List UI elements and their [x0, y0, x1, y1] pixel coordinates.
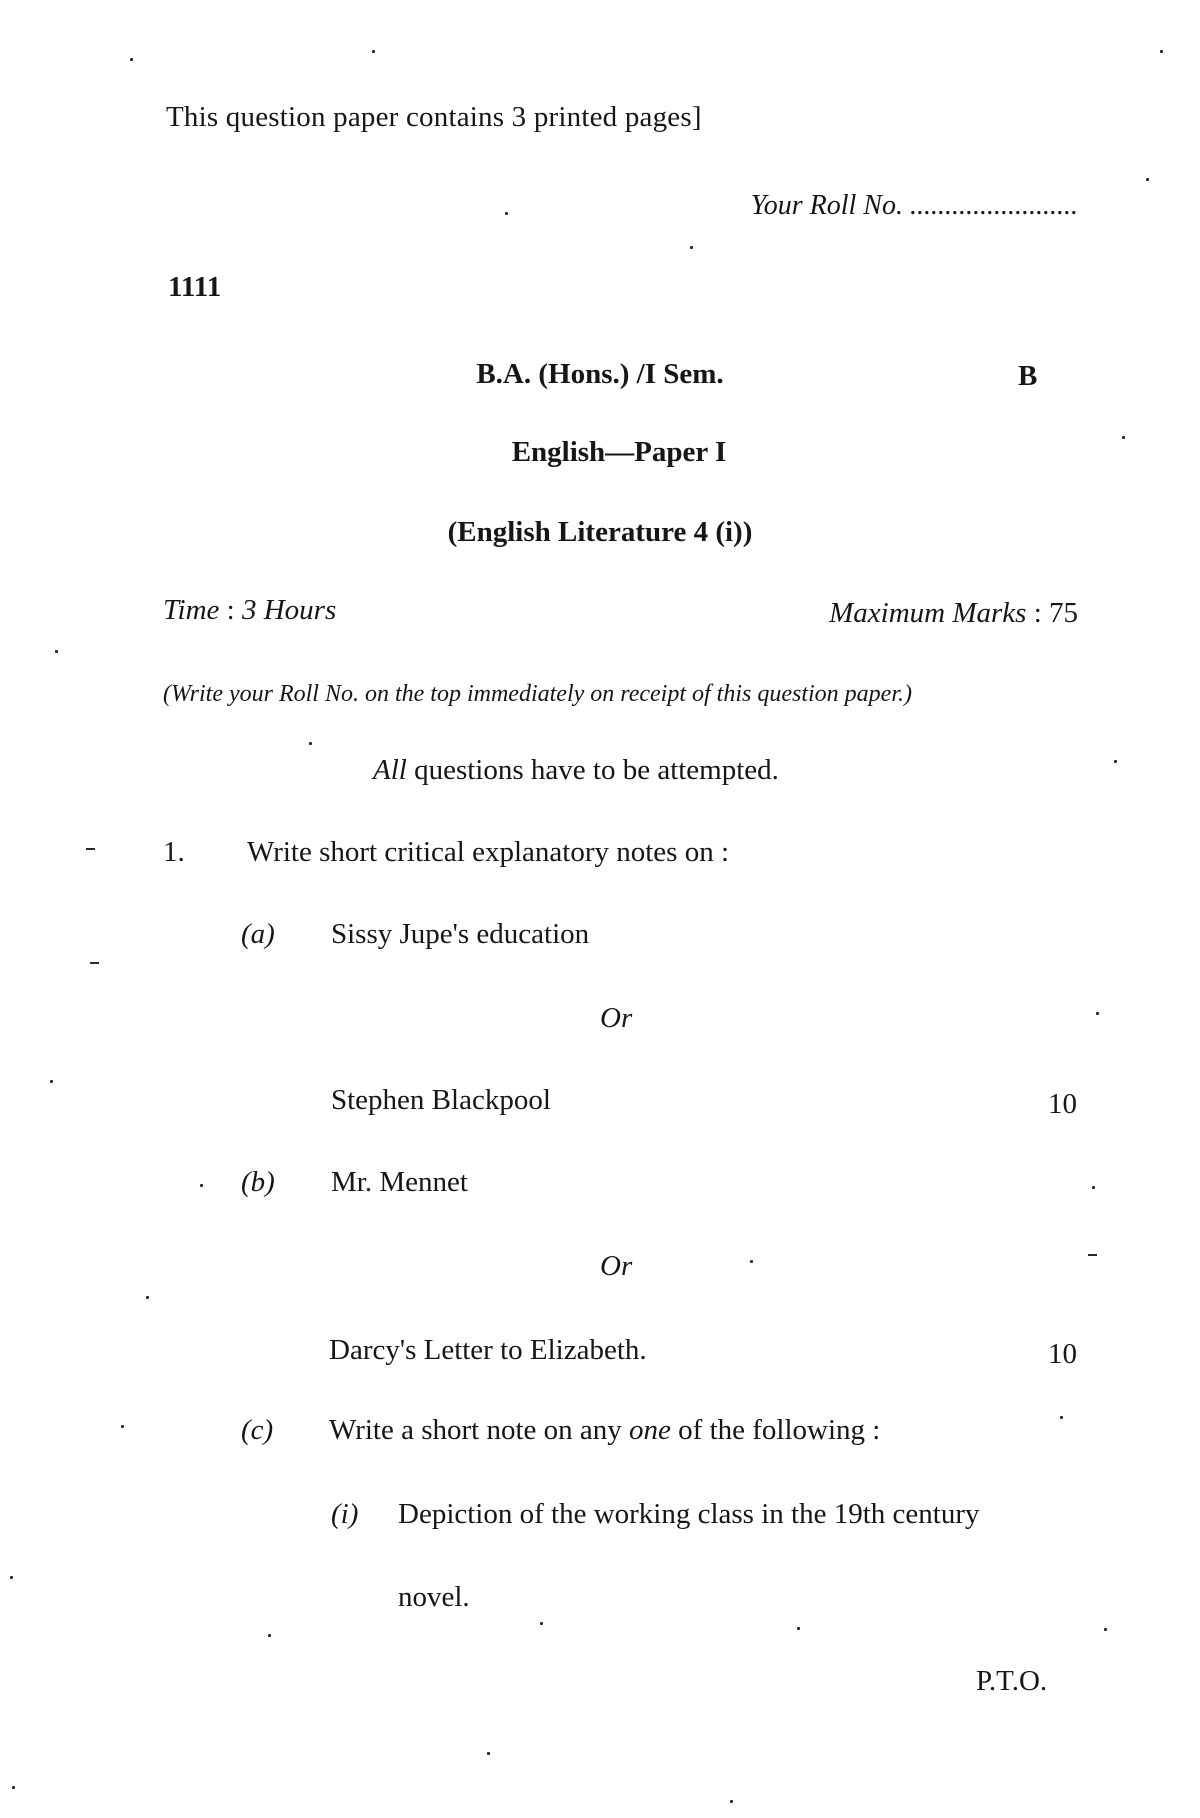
scan-speck — [540, 1622, 543, 1625]
scan-speck — [1104, 1628, 1107, 1631]
scan-speck — [1146, 178, 1149, 181]
scan-speck — [12, 1786, 15, 1789]
question-text: Write short critical explanatory notes on : — [247, 836, 730, 868]
scan-speck — [487, 1752, 490, 1755]
part-c-text — [329, 1416, 880, 1445]
part-c-i-text-line2: novel. — [398, 1581, 470, 1613]
paper-code: 1111 — [168, 271, 222, 303]
part-b-alternative: Darcy's Letter to Elizabeth. — [329, 1334, 647, 1366]
attempt-all — [373, 756, 779, 785]
part-b-label: (b) — [241, 1166, 275, 1198]
time-label: Time — [163, 594, 220, 626]
scan-speck — [750, 1260, 753, 1263]
scan-speck — [1096, 1012, 1099, 1015]
scan-speck — [1160, 50, 1163, 53]
part-b-text: Mr. Mennet — [331, 1166, 468, 1198]
scan-speck — [200, 1184, 203, 1187]
scan-speck — [130, 58, 133, 61]
scan-speck — [121, 1425, 124, 1428]
scan-speck — [50, 1080, 53, 1083]
part-c-text-em: one — [629, 1414, 671, 1446]
part-c-i-text-line1: Depiction of the working class in the 19th century — [398, 1498, 980, 1530]
or-2: Or — [600, 1250, 633, 1282]
marks-label: Maximum Marks — [829, 597, 1027, 629]
roll-number-field: Your Roll No. ........................ — [750, 190, 1078, 221]
part-c-text-2: of the following : — [678, 1414, 881, 1446]
time-line: Time : 3 Hours — [163, 594, 337, 626]
scan-speck — [1114, 760, 1117, 763]
scan-speck — [372, 50, 375, 53]
part-b-marks: 10 — [1048, 1338, 1077, 1370]
part-c-text-1: Write a short note on any — [329, 1414, 622, 1446]
part-c-label: (c) — [241, 1414, 274, 1446]
subject-title: English—Paper I — [511, 436, 727, 468]
marks-line: Maximum Marks : 75 — [829, 597, 1078, 629]
instruction: (Write your Roll No. on the top immediately on receipt of this question paper.) — [163, 681, 913, 707]
set-letter: B — [1018, 360, 1038, 392]
scan-speck — [690, 246, 693, 249]
scan-speck — [797, 1627, 800, 1630]
scan-speck — [1122, 436, 1125, 439]
pto-mark: P.T.O. — [976, 1665, 1048, 1697]
or-1: Or — [600, 1002, 633, 1034]
part-a-label: (a) — [241, 918, 275, 950]
scan-speck — [10, 1576, 13, 1579]
scan-speck — [1060, 1416, 1063, 1419]
pages-note: This question paper contains 3 printed pages] — [166, 101, 702, 133]
scan-speck — [505, 212, 508, 215]
question-number: 1. — [163, 836, 185, 868]
attempt-all-rest: questions have to be attempted. — [414, 754, 779, 786]
scan-speck — [86, 848, 95, 850]
scan-speck — [55, 650, 58, 653]
marks-value: 75 — [1049, 597, 1078, 629]
part-a-alternative: Stephen Blackpool — [331, 1084, 551, 1116]
scan-speck — [90, 962, 99, 964]
attempt-all-em: All — [373, 754, 407, 786]
scan-speck — [268, 1634, 271, 1637]
course-title: B.A. (Hons.) /I Sem. — [476, 358, 724, 390]
time-value: 3 Hours — [241, 594, 337, 626]
scan-speck — [146, 1296, 149, 1299]
scan-speck — [730, 1800, 733, 1803]
part-c-i-label: (i) — [331, 1498, 359, 1530]
part-a-marks: 10 — [1048, 1088, 1077, 1120]
paper-title: (English Literature 4 (i)) — [447, 516, 753, 548]
scan-speck — [1088, 1254, 1097, 1256]
scan-speck — [309, 742, 312, 745]
scan-speck — [1092, 1186, 1095, 1189]
part-a-text: Sissy Jupe's education — [331, 918, 590, 950]
